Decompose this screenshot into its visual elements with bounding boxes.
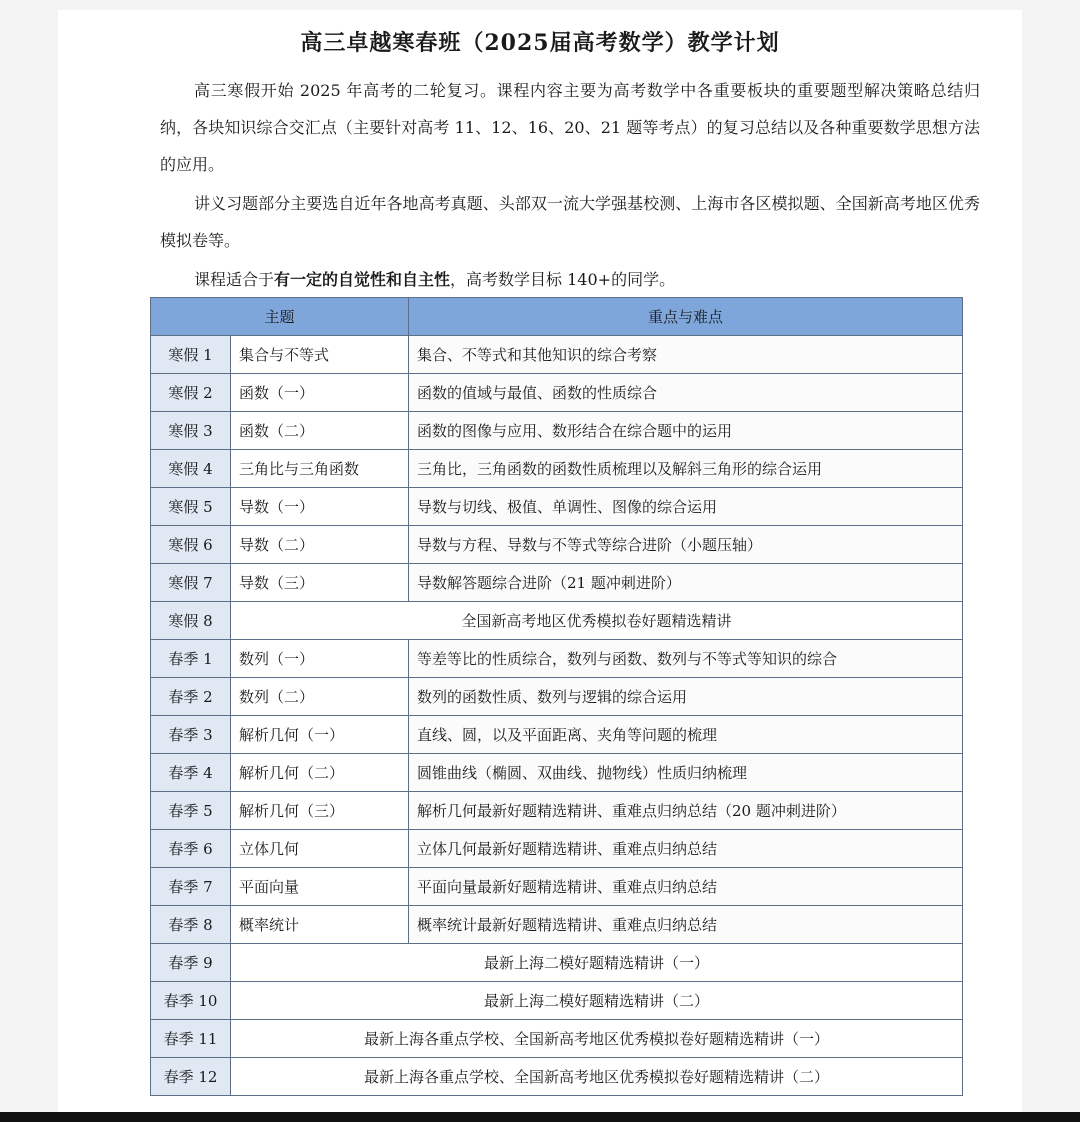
- table-row: [151, 716, 963, 754]
- lesson-code: 春季 5: [151, 792, 231, 830]
- lesson-key-points: 圆锥曲线（椭圆、双曲线、抛物线）性质归纳梳理: [409, 754, 963, 792]
- audience-prefix: 课程适合于: [194, 270, 275, 289]
- intro-paragraph: 高三寒假开始 2025 年高考的二轮复习。课程内容主要为高考数学中各重要板块的重要题型解决策略总结归纳，各块知识综合交汇点（主要针对高考 11、12、16、20、21 题等考点）的复习总结以及各种重要数学思想方法的应用。: [160, 81, 980, 174]
- lesson-code: 寒假 6: [151, 526, 231, 564]
- lesson-code: 春季 10: [151, 982, 231, 1020]
- lesson-combined-content: 全国新高考地区优秀模拟卷好题精选精讲: [231, 602, 963, 640]
- table-row: [151, 1020, 963, 1058]
- lesson-code: 春季 8: [151, 906, 231, 944]
- audience-paragraph: [160, 261, 980, 298]
- lesson-code: 春季 9: [151, 944, 231, 982]
- lesson-code: 春季 1: [151, 640, 231, 678]
- table-row: [151, 488, 963, 526]
- table-row: [151, 564, 963, 602]
- lesson-code: 寒假 4: [151, 450, 231, 488]
- lesson-code: 寒假 7: [151, 564, 231, 602]
- table-row: [151, 450, 963, 488]
- table-row: [151, 792, 963, 830]
- lesson-code: 春季 2: [151, 678, 231, 716]
- lesson-topic: 解析几何（一）: [231, 716, 409, 754]
- lesson-topic: 导数（三）: [231, 564, 409, 602]
- lesson-topic: 数列（二）: [231, 678, 409, 716]
- table-row: [151, 944, 963, 982]
- lesson-key-points: 导数与方程、导数与不等式等综合进阶（小题压轴）: [409, 526, 963, 564]
- lesson-topic: 导数（一）: [231, 488, 409, 526]
- lesson-topic: 导数（二）: [231, 526, 409, 564]
- table-row: [151, 374, 963, 412]
- lesson-combined-content: 最新上海各重点学校、全国新高考地区优秀模拟卷好题精选精讲（二）: [231, 1058, 963, 1096]
- lesson-combined-content: 最新上海各重点学校、全国新高考地区优秀模拟卷好题精选精讲（一）: [231, 1020, 963, 1058]
- lesson-key-points: 等差等比的性质综合，数列与函数、数列与不等式等知识的综合: [409, 640, 963, 678]
- lesson-code: 春季 3: [151, 716, 231, 754]
- lesson-code: 寒假 3: [151, 412, 231, 450]
- lesson-key-points: 导数解答题综合进阶（21 题冲刺进阶）: [409, 564, 963, 602]
- lesson-key-points: 函数的值域与最值、函数的性质综合: [409, 374, 963, 412]
- lesson-key-points: 平面向量最新好题精选精讲、重难点归纳总结: [409, 868, 963, 906]
- lesson-code: 春季 11: [151, 1020, 231, 1058]
- lesson-key-points: 直线、圆，以及平面距离、夹角等问题的梳理: [409, 716, 963, 754]
- lesson-key-points: 数列的函数性质、数列与逻辑的综合运用: [409, 678, 963, 716]
- table-header-row: [151, 298, 963, 336]
- audience-emphasis: 有一定的自觉性和自主性: [274, 270, 451, 289]
- lesson-code: 春季 12: [151, 1058, 231, 1096]
- materials-paragraph: 讲义习题部分主要选自近年各地高考真题、头部双一流大学强基校测、上海市各区模拟题、全国新高考地区优秀模拟卷等。: [160, 194, 980, 250]
- lesson-code: 春季 7: [151, 868, 231, 906]
- table-row: [151, 678, 963, 716]
- table-body: [151, 336, 963, 1096]
- table-row: [151, 526, 963, 564]
- table-row: [151, 412, 963, 450]
- lesson-topic: 数列（一）: [231, 640, 409, 678]
- table-row: [151, 868, 963, 906]
- table-row: [151, 754, 963, 792]
- lesson-topic: 立体几何: [231, 830, 409, 868]
- audience-suffix: ，高考数学目标 140+的同学。: [450, 270, 676, 289]
- lesson-key-points: 集合、不等式和其他知识的综合考察: [409, 336, 963, 374]
- lesson-topic: 集合与不等式: [231, 336, 409, 374]
- lesson-topic: 解析几何（二）: [231, 754, 409, 792]
- lesson-code: 寒假 2: [151, 374, 231, 412]
- lesson-topic: 函数（二）: [231, 412, 409, 450]
- lesson-topic: 函数（一）: [231, 374, 409, 412]
- table-row: [151, 906, 963, 944]
- header-topic: 主题: [151, 298, 409, 336]
- table-row: [151, 982, 963, 1020]
- lesson-key-points: 函数的图像与应用、数形结合在综合题中的运用: [409, 412, 963, 450]
- lesson-code: 春季 4: [151, 754, 231, 792]
- lesson-topic: 平面向量: [231, 868, 409, 906]
- header-key-points: 重点与难点: [409, 298, 963, 336]
- lesson-code: 春季 6: [151, 830, 231, 868]
- lesson-topic: 三角比与三角函数: [231, 450, 409, 488]
- teaching-plan-table: [150, 297, 963, 1096]
- table-row: [151, 830, 963, 868]
- table-row: [151, 1058, 963, 1096]
- table-row: [151, 336, 963, 374]
- lesson-combined-content: 最新上海二模好题精选精讲（一）: [231, 944, 963, 982]
- bottom-bar: [0, 1112, 1080, 1122]
- document-title: 高三卓越寒春班（2025届高考数学）教学计划: [300, 30, 780, 56]
- lesson-key-points: 立体几何最新好题精选精讲、重难点归纳总结: [409, 830, 963, 868]
- lesson-code: 寒假 5: [151, 488, 231, 526]
- lesson-combined-content: 最新上海二模好题精选精讲（二）: [231, 982, 963, 1020]
- lesson-key-points: 解析几何最新好题精选精讲、重难点归纳总结（20 题冲刺进阶）: [409, 792, 963, 830]
- lesson-code: 寒假 8: [151, 602, 231, 640]
- lesson-key-points: 导数与切线、极值、单调性、图像的综合运用: [409, 488, 963, 526]
- table-row: [151, 602, 963, 640]
- lesson-key-points: 三角比，三角函数的函数性质梳理以及解斜三角形的综合运用: [409, 450, 963, 488]
- lesson-topic: 概率统计: [231, 906, 409, 944]
- lesson-topic: 解析几何（三）: [231, 792, 409, 830]
- lesson-code: 寒假 1: [151, 336, 231, 374]
- table-row: [151, 640, 963, 678]
- lesson-key-points: 概率统计最新好题精选精讲、重难点归纳总结: [409, 906, 963, 944]
